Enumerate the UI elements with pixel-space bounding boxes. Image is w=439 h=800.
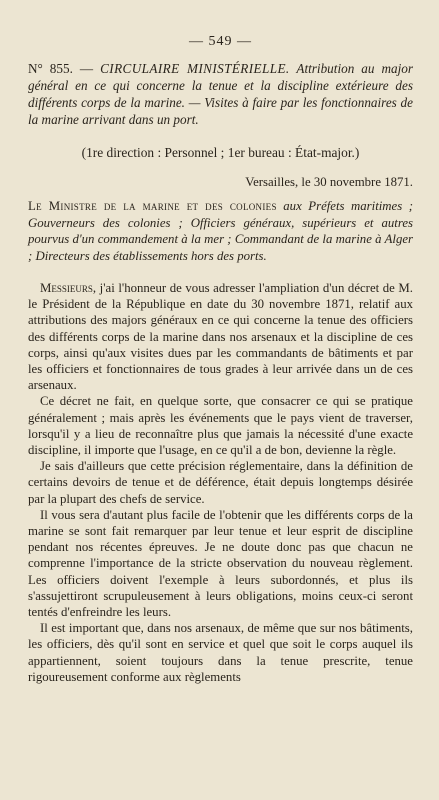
- circular-heading: [28, 60, 413, 128]
- body-text: [28, 280, 413, 685]
- address-lead: Le Ministre de la marine et des colonies: [28, 199, 277, 213]
- paragraph-text: j'ai l'honneur de vous adresser l'ampliation d'un décret de M. le Président de la République en date du 30 novembre 1871, relatif aux attributions des majors généraux en ce qui concerne la tenue des officiers des différents corps de la marine dans nos arsenaux et la discipline de ces corps, ainsi qu'aux visites dues par les commandants de bâtiments et par les officiers et fonctionnaires de tous grades à leur arrivée dans un de ces arsenaux.: [28, 281, 413, 393]
- paragraph-text: Je sais d'ailleurs que cette précision réglementaire, dans la définition de certains devoirs de tenue et de déférence, était depuis longtemps désirée par la plupart des chefs de service.: [28, 459, 413, 506]
- paragraph: [28, 280, 413, 393]
- paragraph: [28, 507, 413, 620]
- address-recipients: aux Préfets maritimes ; Gouverneurs des colonies ; Officiers généraux, supérieurs et autres pourvus d'un commandement à la mer ; Commandant de la marine à Alger ; Directeurs des établissements hors des ports.: [28, 199, 413, 263]
- heading-dash: —: [72, 61, 101, 76]
- direction-line: (1re direction : Personnel ; 1er bureau : État-major.): [81, 145, 360, 160]
- circular-number: N° 855.: [28, 61, 73, 76]
- dateline: Versailles, le 30 novembre 1871.: [245, 175, 413, 189]
- paragraph-text: Ce décret ne fait, en quelque sorte, que consacrer ce qui se pratique généralement ; mais après les événements que le pays vient de traverser, lorsqu'il y a lieu de reconnaître plus que jamais la nécessité d'une exacte discipline, il importe que l'usage, en ce qu'il a de bon, devienne la règle.: [28, 394, 413, 458]
- salutation: Messieurs,: [40, 281, 97, 295]
- paragraph-text: Il est important que, dans nos arsenaux, de même que sur nos bâtiments, les officiers, dès qu'il sont en service et quel que soit le corps auquel ils appartiennent, soient toujours dans la tenue prescrite, tenue rigoureusement conforme aux règlements: [28, 621, 413, 684]
- page-number: — 549 —: [189, 34, 252, 49]
- paragraph: [28, 393, 413, 458]
- paragraph-text: Il vous sera d'autant plus facile de l'obtenir que les différents corps de la marine se sont fait remarquer par leur tenue et leur esprit de discipline pendant nos récentes épreuves. Je ne doute donc pas que chacun ne comprenne l'importance de la stricte observation du nouveau règlement. Les officiers doivent l'exemple à leurs subordonnés, et plus ils s'assujettiront scrupuleusement à leurs obligations, moins ceux-ci seront tentés d'enfreindre les leurs.: [28, 507, 413, 620]
- circular-subject: Attribution au major général en ce qui concerne la tenue et la discipline extérieure des différents corps de la marine. — Visites à faire par les fonctionnaires de la marine arrivant dans un port.: [28, 61, 413, 127]
- address-block: [28, 198, 413, 264]
- paragraph: [28, 458, 413, 507]
- circular-title: CIRCULAIRE MINISTÉRIELLE.: [100, 61, 290, 76]
- paragraph: [28, 620, 413, 685]
